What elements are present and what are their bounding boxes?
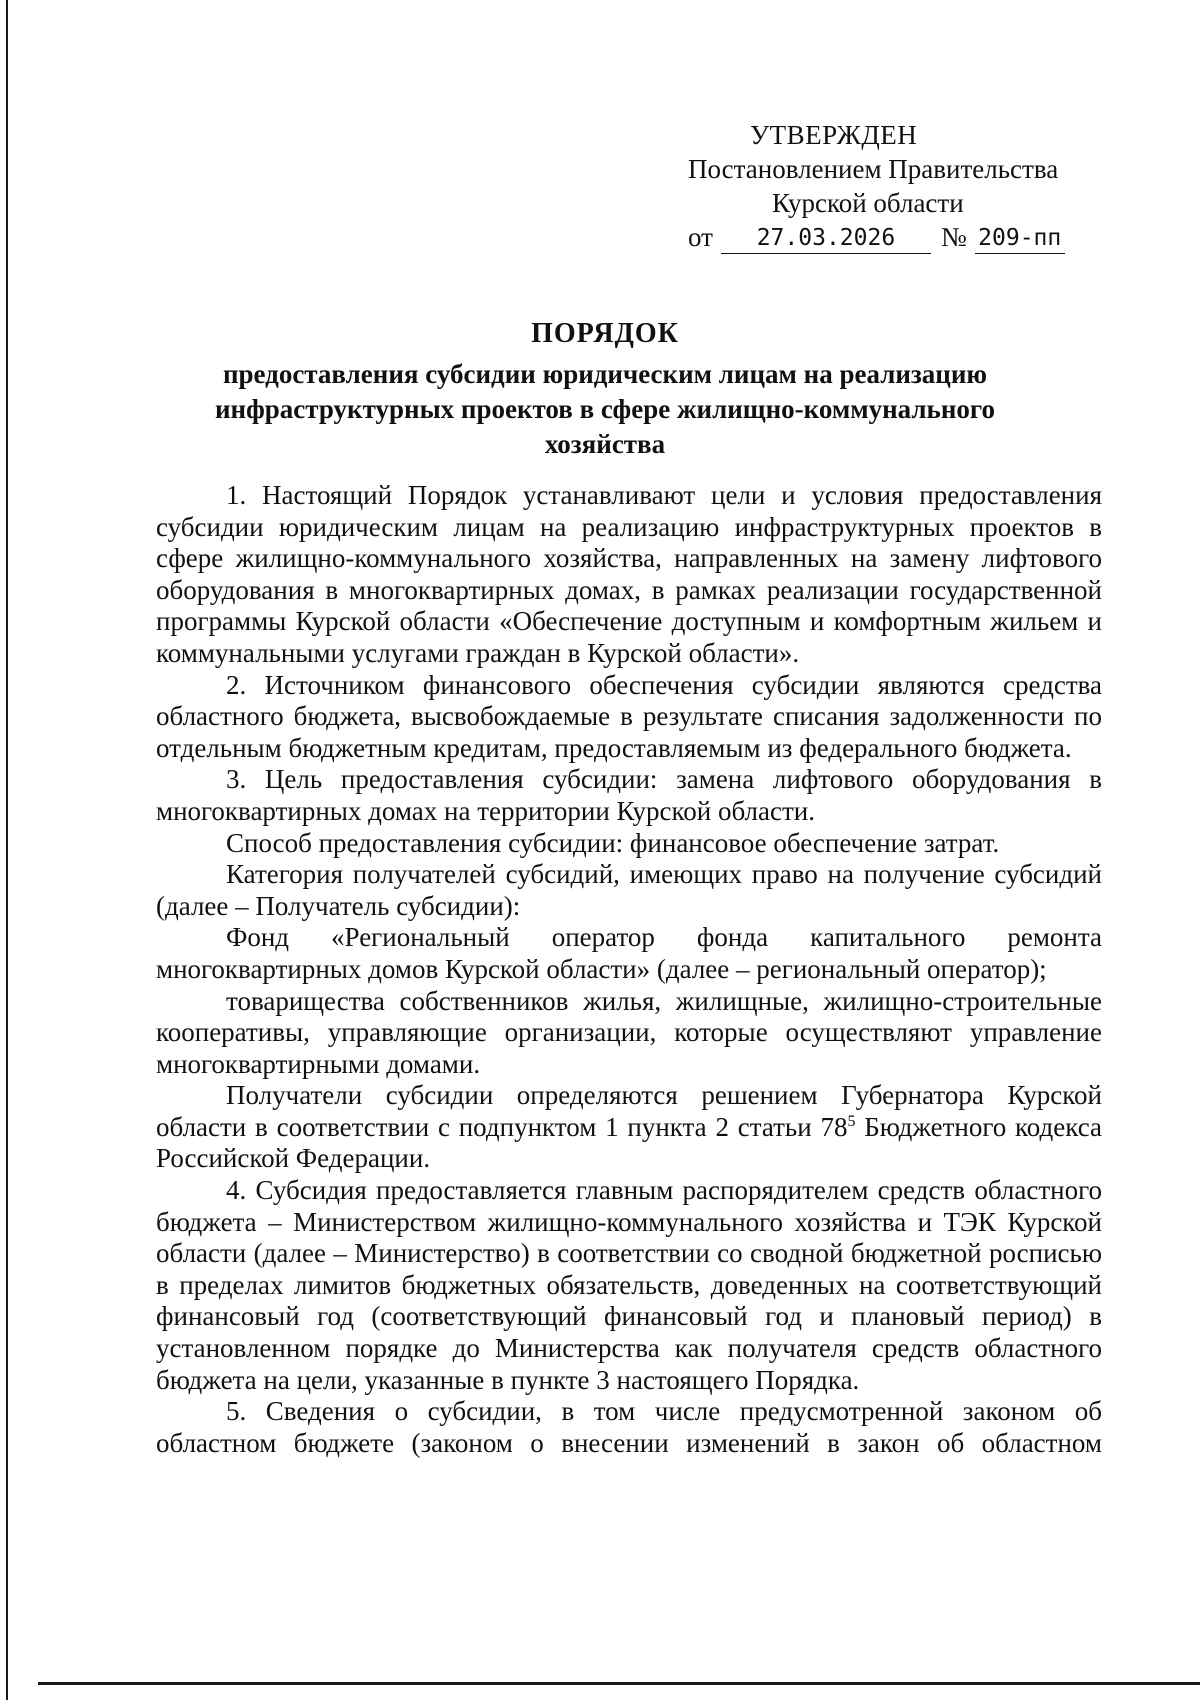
paragraph-1: 1. Настоящий Порядок устанавливают цели и условия предоставления субсидии юридическим лицам на реализацию инфраструктурных проектов в сфере жилищно-коммунального хозяйства, направленных на замену лифтового оборудования в многоквартирных домах, в рамках реализации государственной программы Курской области «Обеспечение доступным и комфортным жильем и коммунальными услугами граждан в Курской области». (156, 480, 1102, 668)
approval-title: УТВЕРЖДЕН (750, 120, 918, 150)
approval-number-sign: № (940, 222, 967, 252)
approval-number: 209-пп (975, 223, 1065, 254)
paragraph-2: 2. Источником финансового обеспечения субсидии являются средства областного бюджета, высвобождаемые в результате списания задолженности по отдельным бюджетным кредитам, предоставляемым из федерального бюджета. (156, 669, 1102, 763)
paragraph-6: Фонд «Региональный оператор фонда капитального ремонта многоквартирных домов Курской области» (далее – региональный оператор); (156, 922, 1102, 984)
paragraph-8-text-before: Получатели субсидии определяются решением Губернатора Курской области в соответствии с подпунктом 1 пункта 2 статьи 78 (156, 1080, 1102, 1142)
paragraph-10: 5. Сведения о субсидии, в том числе предусмотренной законом об областном бюджете (законом о внесении изменений в закон об областном (156, 1396, 1102, 1458)
approval-date-prefix: от (688, 222, 713, 252)
paragraph-8-text-after: Бюджетного кодекса Российской Федерации. (156, 1111, 1102, 1174)
document-title-line2: инфраструктурных проектов в сфере жилищно-коммунального (215, 394, 995, 424)
approval-org-line2: Курской области (772, 188, 964, 218)
document-title (140, 316, 1070, 462)
paragraph-7: товарищества собственников жилья, жилищные, жилищно-строительные кооперативы, управляющие организации, которые осуществляют управление многоквартирными домами. (156, 985, 1102, 1079)
approval-date-row (680, 220, 1100, 254)
document-title-line3: хозяйства (544, 429, 666, 459)
document-title-main: ПОРЯДОК (531, 318, 679, 349)
paragraph-4: Способ предоставления субсидии: финансовое обеспечение затрат. (226, 827, 1000, 858)
approval-org-line1: Постановлением Правительства (688, 154, 1059, 184)
document-title-line1: предоставления субсидии юридическим лицам на реализацию (222, 359, 988, 389)
scan-edge-bottom (38, 1682, 1200, 1685)
paragraph-3: 3. Цель предоставления субсидии: замена лифтового оборудования в многоквартирных домах на территории Курской области. (156, 764, 1102, 826)
scan-edge-left (6, 0, 8, 1700)
paragraph-9: 4. Субсидия предоставляется главным распорядителем средств областного бюджета – Министерством жилищно-коммунального хозяйства и ТЭК Курской области (далее – Министерство) в соответствии со сводной бюджетной росписью в пределах лимитов бюджетных обязательств, доведенных на соответствующий финансовый год (соответствующий финансовый год и плановый период) в установленном порядке до Министерства как получателя средств областного бюджета на цели, указанные в пункте 3 настоящего Порядка. (156, 1175, 1102, 1395)
paragraph-8 (156, 1080, 1102, 1175)
paragraph-8-superscript: 5 (847, 1112, 856, 1130)
document-body (156, 480, 1102, 1459)
paragraph-5: Категория получателей субсидий, имеющих право на получение субсидий (далее – Получатель субсидии): (156, 859, 1102, 921)
approval-date: 27.03.2026 (721, 223, 931, 254)
approval-stamp-block (680, 118, 1100, 254)
